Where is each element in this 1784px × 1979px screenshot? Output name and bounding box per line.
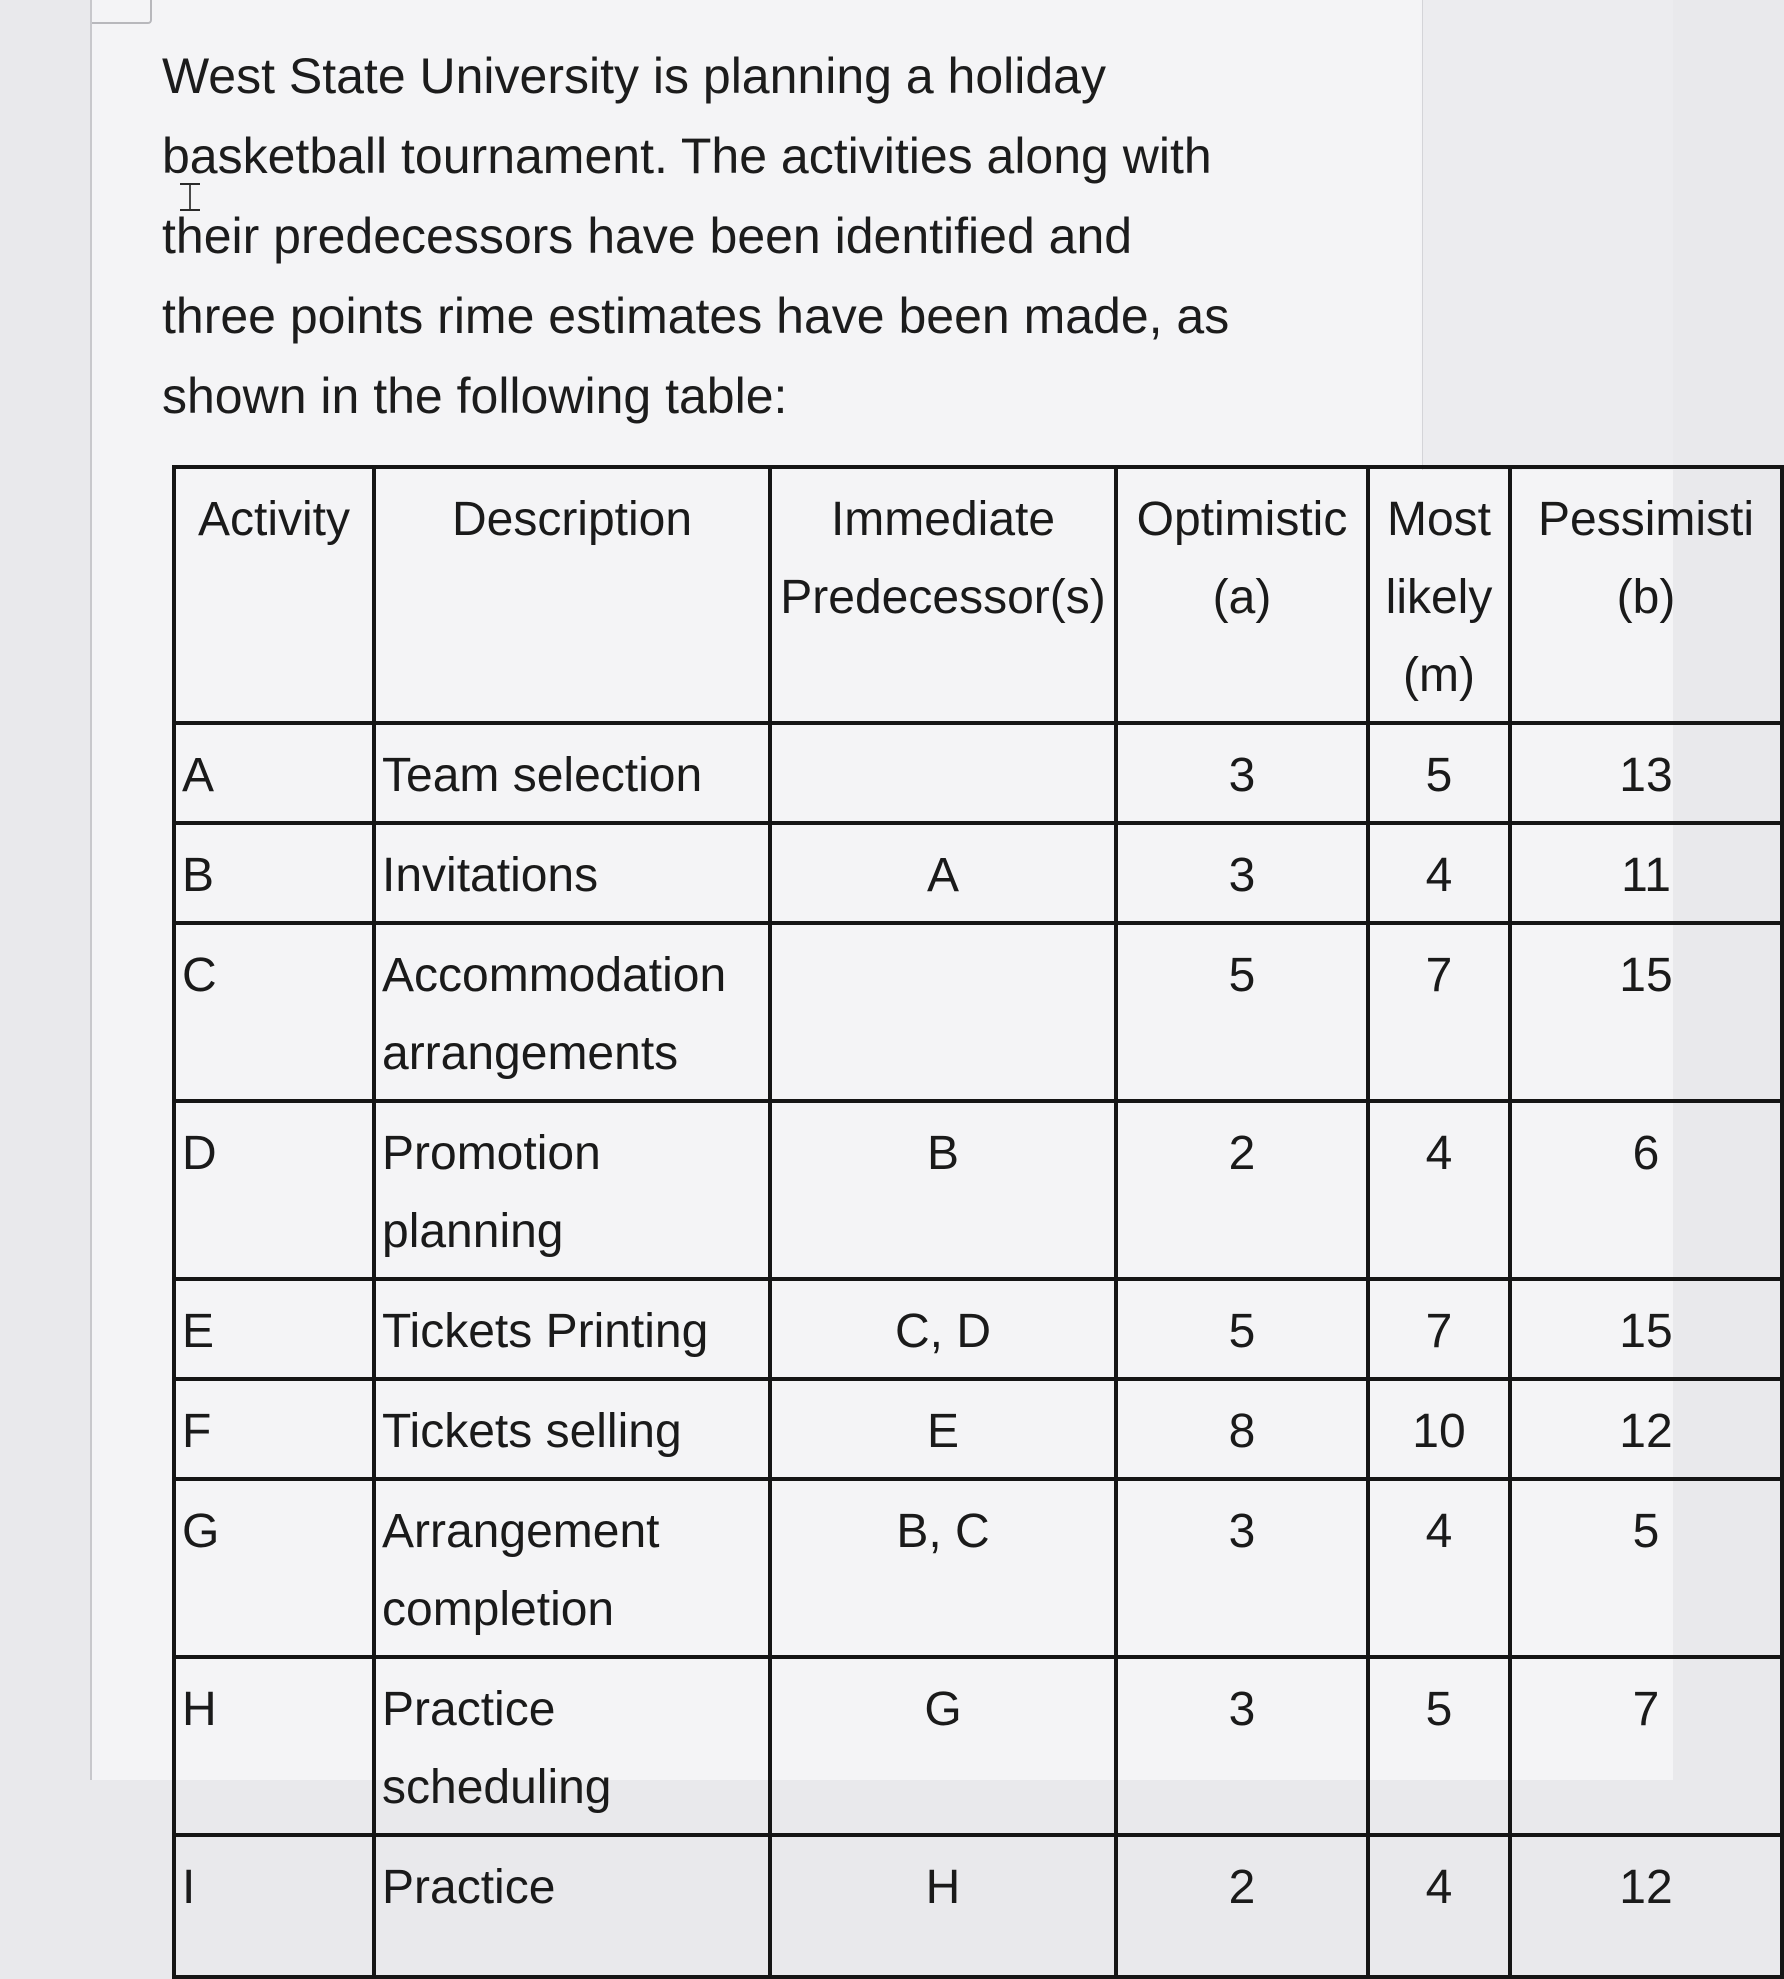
cell-description: Team selection [374,723,770,823]
cell-predecessors: B [770,1101,1116,1279]
page-shading [1422,0,1673,470]
cell-predecessors: B, C [770,1479,1116,1657]
cell-most-likely: 4 [1368,823,1510,923]
cell-most-likely: 10 [1368,1379,1510,1479]
cell-activity: A [174,723,374,823]
cell-most-likely: 7 [1368,1279,1510,1379]
cell-optimistic: 5 [1116,1279,1368,1379]
table-row [174,823,1782,923]
table-row [174,1279,1782,1379]
cell-optimistic: 3 [1116,723,1368,823]
header-activity: Activity [174,467,374,723]
cell-predecessors: G [770,1657,1116,1835]
cell-description: Invitations [374,823,770,923]
cell-most-likely: 5 [1368,1657,1510,1835]
cell-pessimistic: 15 [1510,1279,1782,1379]
intro-line-3: their predecessors have been identified and [162,208,1133,264]
header-optimistic: Optimistic (a) [1116,467,1368,723]
cell-description: Tickets selling [374,1379,770,1479]
table-row [174,923,1782,1101]
cell-predecessors: H [770,1835,1116,1977]
cell-description: Promotion planning [374,1101,770,1279]
cell-most-likely: 5 [1368,723,1510,823]
cell-most-likely: 4 [1368,1101,1510,1279]
cell-description: Practice [374,1835,770,1977]
table-row [174,1835,1782,1977]
cell-optimistic: 3 [1116,1479,1368,1657]
table-row [174,723,1782,823]
header-pessimistic: Pessimisti (b) [1510,467,1782,723]
intro-line-5: shown in the following table: [162,368,788,424]
table-row [174,1657,1782,1835]
intro-line-2: basketball tournament. The activities along with [162,128,1212,184]
cell-predecessors: C, D [770,1279,1116,1379]
cell-activity: G [174,1479,374,1657]
table-row [174,1379,1782,1479]
cell-activity: H [174,1657,374,1835]
header-predecessors: Immediate Predecessor(s) [770,467,1116,723]
cell-pessimistic: 12 [1510,1835,1782,1977]
activity-table-container [172,465,1755,1914]
cell-activity: F [174,1379,374,1479]
page-corner-mark [92,0,152,24]
cell-predecessors: A [770,823,1116,923]
cell-optimistic: 3 [1116,1657,1368,1835]
cell-optimistic: 8 [1116,1379,1368,1479]
table-header-row [174,467,1782,723]
cell-activity: C [174,923,374,1101]
table-row [174,1101,1782,1279]
header-most-likely: Most likely (m) [1368,467,1510,723]
cell-predecessors [770,923,1116,1101]
cell-most-likely: 4 [1368,1479,1510,1657]
cell-pessimistic: 11 [1510,823,1782,923]
cell-predecessors [770,723,1116,823]
cell-pessimistic: 5 [1510,1479,1782,1657]
cell-activity: E [174,1279,374,1379]
cell-activity: B [174,823,374,923]
cell-pessimistic: 13 [1510,723,1782,823]
cell-activity: D [174,1101,374,1279]
cell-pessimistic: 7 [1510,1657,1782,1835]
cell-activity: I [174,1835,374,1977]
table-row [174,1479,1782,1657]
header-description: Description [374,467,770,723]
intro-line-4: three points rime estimates have been made, as [162,288,1230,344]
cell-description: Tickets Printing [374,1279,770,1379]
text-cursor-icon: ⌶ [178,176,202,220]
cell-description: Accommodation arrangements [374,923,770,1101]
cell-pessimistic: 6 [1510,1101,1782,1279]
cell-description: Arrangement completion [374,1479,770,1657]
cell-optimistic: 3 [1116,823,1368,923]
cell-most-likely: 7 [1368,923,1510,1101]
cell-pessimistic: 15 [1510,923,1782,1101]
intro-line-1: West State University is planning a holiday [162,48,1106,104]
cell-predecessors: E [770,1379,1116,1479]
cell-pessimistic: 12 [1510,1379,1782,1479]
problem-statement [162,36,1302,436]
cell-optimistic: 2 [1116,1101,1368,1279]
cell-most-likely: 4 [1368,1835,1510,1977]
cell-optimistic: 2 [1116,1835,1368,1977]
cell-optimistic: 5 [1116,923,1368,1101]
cell-description: Practice scheduling [374,1657,770,1835]
activity-table [172,465,1784,1979]
